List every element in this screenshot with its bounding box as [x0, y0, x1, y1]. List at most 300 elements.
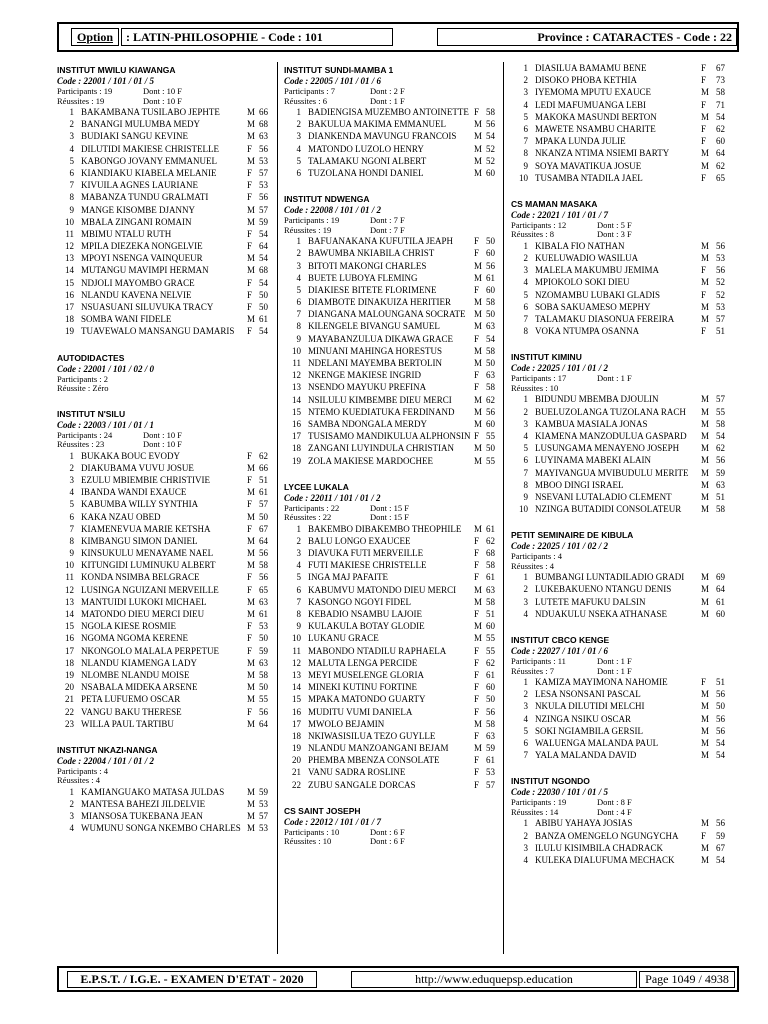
student-row: [57, 143, 271, 155]
student-score: 66: [259, 462, 268, 473]
student-row: [284, 632, 498, 644]
student-score: 55: [259, 694, 268, 705]
student-sex: F: [474, 694, 480, 705]
student-score: 51: [259, 474, 268, 485]
student-row: [57, 325, 271, 337]
student-row: [284, 620, 498, 632]
student-number: 1: [523, 394, 528, 405]
student-score: 59: [716, 467, 725, 478]
student-score: 54: [716, 430, 725, 441]
student-number: 16: [292, 418, 301, 429]
student-row: [284, 584, 498, 596]
student-sex: M: [474, 633, 483, 644]
student-number: 2: [69, 462, 74, 473]
student-number: 6: [523, 455, 528, 466]
student-score: 53: [259, 180, 268, 191]
student-number: 4: [296, 143, 301, 154]
student-number: 21: [65, 694, 74, 705]
results-column-2: [284, 62, 498, 861]
reussites-row: [284, 837, 498, 847]
student-score: 56: [486, 260, 495, 271]
student-row: [284, 608, 498, 620]
student-score: 58: [486, 560, 495, 571]
student-sex: M: [247, 682, 256, 693]
student-number: 7: [523, 136, 528, 147]
student-score: 52: [486, 155, 495, 166]
student-score: 53: [716, 301, 725, 312]
student-name: LEDI MAFUMUANGA LEBI: [535, 99, 646, 110]
student-row: [284, 430, 498, 442]
reussites-count: Réussites : 22: [284, 512, 332, 523]
student-sex: M: [247, 718, 256, 729]
exam-label: E.P.S.T. / I.G.E. - EXAMEN D'ETAT - 2020: [67, 971, 317, 988]
student-number: 3: [69, 811, 74, 822]
student-sex: F: [701, 326, 707, 337]
student-name: VOKA NTUMPA OSANNA: [535, 326, 640, 337]
student-number: 15: [292, 694, 301, 705]
student-number: 9: [69, 548, 74, 559]
student-score: 54: [486, 131, 495, 142]
student-row: [57, 264, 271, 276]
school-name: INSTITUT SUNDI-MAMBA 1: [284, 65, 394, 75]
student-row: [284, 394, 498, 406]
student-name: ZOLA MAKIESE MARDOCHEE: [308, 455, 433, 466]
student-number: 12: [292, 370, 301, 381]
student-number: 1: [296, 107, 301, 117]
student-name: WALUENGA MALANDA PAUL: [535, 737, 659, 748]
participants-female: Dont : 1 F: [597, 656, 632, 666]
student-name: NSENDO MAYUKU PREFINA: [308, 382, 427, 393]
student-row: [511, 147, 739, 159]
student-sex: F: [474, 284, 480, 295]
student-number: 21: [292, 767, 301, 778]
student-row: [284, 455, 498, 467]
student-name: DILUTIDI MAKIESE CHRISTELLE: [81, 143, 219, 154]
student-sex: M: [701, 418, 710, 429]
student-score: 56: [259, 192, 268, 203]
student-score: 54: [716, 737, 725, 748]
student-sex: F: [701, 63, 707, 73]
school-name: INSTITUT CBCO KENGE: [511, 635, 610, 645]
student-name: NLANDU KAVENA NELVIE: [81, 289, 192, 300]
student-number: 5: [69, 155, 74, 166]
student-sex: M: [247, 657, 256, 668]
student-row: [284, 155, 498, 167]
student-sex: F: [474, 560, 480, 571]
student-name: MAYABANZULUA DIKAWA GRACE: [308, 333, 453, 344]
student-row: [284, 766, 498, 778]
student-score: 53: [259, 799, 268, 810]
student-name: KINSUKULU MENAYAME NAEL: [81, 548, 214, 559]
participants-count: Participants : 12: [511, 219, 567, 230]
student-sex: M: [701, 750, 710, 761]
student-name: DIAMBOTE DINAKUIZA HERITIER: [308, 297, 451, 308]
reussites-row: [57, 97, 271, 107]
student-score: 66: [259, 107, 268, 117]
student-name: BITOTI MAKONGI CHARLES: [308, 260, 427, 271]
student-sex: F: [701, 136, 707, 147]
student-name: KIAMENEVUA MARIE KETSHA: [81, 523, 211, 534]
student-sex: M: [474, 167, 483, 178]
reussites-row: [57, 440, 271, 450]
student-score: 63: [259, 131, 268, 142]
student-row: [284, 357, 498, 369]
student-name: PETA LUFUEMO OSCAR: [81, 694, 181, 705]
student-row: [511, 123, 739, 135]
student-name: MAYIVANGUA MVIBUDULU MERITE: [535, 467, 689, 478]
student-number: 8: [69, 192, 74, 203]
student-sex: F: [247, 143, 253, 154]
reussites-row: [511, 230, 739, 240]
student-number: 1: [69, 107, 74, 117]
student-row: [511, 842, 739, 854]
student-score: 54: [486, 333, 495, 344]
student-name: KAMIZA MAYIMONA NAHOMIE: [535, 677, 668, 687]
student-row: [511, 99, 739, 111]
student-sex: M: [701, 572, 710, 583]
student-number: 7: [523, 750, 528, 761]
student-score: 62: [486, 657, 495, 668]
student-sex: F: [247, 241, 253, 252]
student-score: 62: [486, 535, 495, 546]
student-row: [284, 369, 498, 381]
student-sex: M: [247, 131, 256, 142]
student-score: 52: [716, 289, 725, 300]
school-name: INSTITUT NGONDO: [511, 776, 590, 787]
student-score: 55: [486, 645, 495, 656]
reussites-female: Dont : 4 F: [597, 806, 632, 817]
participants-female: Dont : 2 F: [370, 86, 405, 96]
student-score: 50: [486, 309, 495, 320]
student-sex: M: [247, 107, 256, 117]
student-number: 9: [296, 621, 301, 632]
student-number: 5: [523, 289, 528, 300]
student-sex: M: [701, 301, 710, 312]
student-sex: M: [247, 204, 256, 215]
student-name: LESA NSONSANI PASCAL: [535, 689, 641, 700]
student-number: 12: [65, 584, 74, 595]
student-number: 3: [523, 87, 528, 98]
student-sex: M: [701, 443, 710, 454]
student-number: 19: [292, 455, 301, 466]
student-sex: F: [247, 645, 253, 656]
student-score: 50: [259, 682, 268, 693]
school-name: INSTITUT NKAZI-NANGA: [57, 744, 158, 755]
student-score: 50: [259, 302, 268, 312]
student-score: 60: [486, 418, 495, 429]
student-score: 59: [259, 786, 268, 797]
student-sex: M: [247, 596, 256, 607]
student-number: 18: [292, 443, 301, 454]
student-row: [57, 810, 271, 822]
student-row: [284, 106, 498, 118]
student-score: 61: [259, 314, 268, 325]
student-score: 58: [486, 718, 495, 729]
student-row: [57, 252, 271, 264]
student-score: 63: [259, 596, 268, 607]
student-score: 54: [259, 253, 268, 264]
participants-female: Dont : 6 F: [370, 826, 405, 837]
student-row: [284, 235, 498, 247]
student-name: KEBADIO NSAMBU LAJOIE: [308, 609, 422, 619]
student-sex: M: [701, 87, 710, 98]
student-number: 12: [65, 241, 74, 252]
student-number: 3: [523, 701, 528, 712]
student-row: [284, 284, 498, 296]
student-sex: F: [701, 265, 707, 276]
student-name: NLANDU MANZOANGANI BEJAM: [308, 743, 449, 754]
student-score: 53: [259, 155, 268, 166]
student-name: MAWETE NSAMBU CHARITE: [535, 123, 656, 134]
student-sex: M: [701, 713, 710, 724]
student-row: [511, 454, 739, 466]
student-sex: F: [474, 107, 480, 117]
student-score: 51: [716, 491, 725, 502]
student-sex: F: [474, 767, 480, 778]
student-number: 19: [65, 669, 74, 680]
student-sex: M: [247, 786, 256, 797]
student-row: [284, 535, 498, 547]
student-sex: M: [474, 418, 483, 429]
student-row: [511, 111, 739, 123]
student-score: 56: [259, 143, 268, 154]
student-row: [57, 559, 271, 571]
student-name: BAKULUA MAKIMA EMMANUEL: [308, 119, 447, 130]
student-name: NKENGE MAKIESE INGRID: [308, 370, 421, 381]
student-score: 62: [259, 450, 268, 461]
student-sex: M: [701, 455, 710, 466]
student-number: 1: [296, 236, 301, 247]
option-subject: : LATIN-PHILOSOPHIE - Code : 101: [121, 28, 393, 46]
student-number: 1: [69, 786, 74, 797]
student-number: 2: [523, 689, 528, 700]
student-sex: F: [247, 192, 253, 203]
student-number: 5: [523, 443, 528, 454]
student-row: [284, 442, 498, 454]
student-row: [57, 798, 271, 810]
student-sex: M: [474, 155, 483, 166]
student-name: DIAKUBAMA VUVU JOSUE: [81, 462, 194, 473]
student-score: 68: [259, 119, 268, 130]
student-score: 58: [716, 504, 725, 515]
student-name: INGA MAJ PAFAITE: [308, 572, 389, 583]
student-number: 3: [523, 596, 528, 607]
student-number: 2: [523, 253, 528, 264]
student-name: BAFUANAKANA KUFUTILA JEAPH: [308, 236, 454, 247]
student-score: 53: [716, 253, 725, 264]
student-row: [57, 620, 271, 632]
student-name: KONDA NSIMBA BELGRACE: [81, 572, 200, 583]
participants-count: Participants : 2: [57, 373, 108, 384]
student-name: NLANDU KIAMENGA LADY: [81, 657, 197, 668]
student-score: 54: [259, 277, 268, 288]
participants-count: Participants : 4: [511, 551, 562, 562]
student-name: DIANGANA MALOUNGANA SOCRATE: [308, 309, 466, 320]
reussites-female: Dont : 1 F: [597, 665, 632, 676]
student-sex: M: [701, 406, 710, 417]
reussites-female: Dont : 7 F: [370, 224, 405, 235]
student-sex: F: [701, 123, 707, 134]
participants-count: Participants : 22: [284, 502, 340, 513]
student-row: [511, 313, 739, 325]
student-number: 19: [65, 326, 74, 337]
student-sex: F: [247, 228, 253, 239]
student-name: BIDUNDU MBEMBA DJOULIN: [535, 394, 659, 405]
student-sex: F: [474, 755, 480, 766]
student-number: 9: [296, 333, 301, 344]
student-number: 6: [296, 297, 301, 308]
student-name: KAMBUA MASIALA JONAS: [535, 418, 648, 429]
student-name: BANZA OMENGELO NGUNGYCHA: [535, 830, 679, 841]
student-sex: M: [474, 718, 483, 729]
student-score: 61: [486, 272, 495, 283]
student-row: [284, 718, 498, 730]
student-sex: F: [474, 370, 480, 381]
student-number: 5: [296, 572, 301, 583]
student-score: 53: [259, 823, 268, 834]
student-number: 14: [292, 682, 301, 693]
student-row: [57, 462, 271, 474]
reussites-count: Réussites : 19: [57, 95, 105, 106]
student-sex: F: [247, 572, 253, 583]
student-row: [57, 474, 271, 486]
student-row: [284, 596, 498, 608]
student-row: [284, 296, 498, 308]
student-score: 57: [716, 314, 725, 324]
student-score: 59: [486, 743, 495, 754]
student-name: SAMBA NDONGALA MERDY: [308, 418, 428, 429]
student-name: KIMBANGU SIMON DANIEL: [81, 535, 198, 546]
student-number: 10: [292, 345, 301, 356]
student-score: 64: [259, 718, 268, 729]
student-number: 4: [523, 854, 528, 865]
student-name: MATONDO LUZOLO HENRY: [308, 143, 424, 154]
school-code: Code : 22012 / 101 / 01 / 7: [284, 816, 381, 827]
student-name: PHEMBA MBENZA CONSOLATE: [308, 755, 440, 766]
student-score: 55: [486, 431, 495, 442]
student-row: [57, 118, 271, 130]
student-sex: M: [474, 406, 483, 417]
student-number: 22: [65, 706, 74, 717]
student-row: [284, 333, 498, 345]
student-row: [511, 135, 739, 147]
student-name: MEYI MUSELENGE GLORIA: [308, 669, 424, 680]
school-block: [511, 198, 739, 338]
student-score: 56: [486, 406, 495, 417]
student-name: NKIWASISILUA TEZO GUYLLE: [308, 730, 436, 741]
student-sex: F: [474, 236, 480, 247]
student-sex: F: [474, 548, 480, 559]
student-score: 54: [716, 750, 725, 761]
student-score: 57: [259, 204, 268, 215]
participants-female: Dont : 7 F: [370, 215, 405, 226]
student-number: 6: [69, 511, 74, 522]
student-sex: M: [701, 608, 710, 619]
school-block: [511, 529, 739, 620]
student-sex: M: [701, 504, 710, 515]
student-score: 51: [716, 326, 725, 337]
student-row: [511, 160, 739, 172]
student-score: 54: [716, 111, 725, 122]
student-name: MUDITU VUMI DANIELA: [308, 706, 413, 717]
student-name: KIVUILA AGNES LAURIANE: [81, 180, 198, 191]
student-number: 7: [523, 467, 528, 478]
student-row: [284, 247, 498, 259]
student-sex: M: [701, 479, 710, 490]
website-link[interactable]: http://www.eduquepsp.education: [351, 971, 637, 988]
student-row: [511, 442, 739, 454]
student-row: [284, 669, 498, 681]
reussites-female: Dont : 6 F: [370, 836, 405, 847]
student-sex: M: [701, 314, 710, 324]
student-number: 18: [292, 730, 301, 741]
student-row: [57, 191, 271, 203]
student-name: NDUAKULU NSEKA ATHANASE: [535, 608, 668, 619]
student-number: 18: [65, 657, 74, 668]
student-row: [57, 571, 271, 583]
student-sex: M: [701, 584, 710, 595]
student-name: MALELA MAKUMBU JEMIMA: [535, 265, 660, 276]
student-row: [57, 240, 271, 252]
student-row: [284, 272, 498, 284]
student-name: KILENGELE BIVANGU SAMUEL: [308, 321, 440, 332]
student-number: 13: [292, 669, 301, 680]
school-block: [284, 193, 498, 467]
student-row: [57, 645, 271, 657]
student-row: [511, 688, 739, 700]
student-number: 1: [523, 677, 528, 687]
student-name: MANGE KISOMBE DJANNY: [81, 204, 196, 215]
student-sex: F: [474, 535, 480, 546]
student-sex: F: [474, 706, 480, 717]
student-row: [511, 491, 739, 503]
student-sex: F: [474, 657, 480, 668]
student-name: LUSINGA NGUIZANI MERVEILLE: [81, 584, 219, 595]
student-number: 4: [523, 713, 528, 724]
student-name: MABANZA TUNDU GRALMATI: [81, 192, 209, 203]
student-name: LUYINAMA MABEKI ALAIN: [535, 455, 651, 466]
student-number: 10: [519, 504, 528, 515]
reussites-row: [57, 776, 271, 786]
student-row: [511, 608, 739, 620]
student-sex: M: [701, 854, 710, 865]
student-sex: M: [474, 358, 483, 368]
student-name: ZANGANI LUYINDULA CHRISTIAN: [308, 443, 454, 454]
student-score: 58: [486, 382, 495, 393]
school-name: INSTITUT MWILU KIAWANGA: [57, 65, 176, 75]
student-score: 68: [486, 548, 495, 559]
student-number: 16: [292, 706, 301, 717]
student-number: 9: [523, 491, 528, 502]
student-number: 11: [65, 228, 74, 239]
student-score: 63: [486, 730, 495, 741]
student-name: MPAKA LUNDA JULIE: [535, 136, 626, 147]
page-header: [57, 22, 739, 52]
student-row: [511, 479, 739, 491]
student-sex: F: [474, 730, 480, 741]
school-name: CS MAMAN MASAKA: [511, 198, 598, 209]
column-divider: [277, 62, 278, 954]
student-score: 56: [716, 240, 725, 251]
student-name: MANTESA BAHEZI JILDELVIE: [81, 799, 206, 810]
student-row: [284, 681, 498, 693]
student-score: 64: [259, 535, 268, 546]
student-score: 52: [716, 277, 725, 288]
student-name: MALUTA LENGA PERCIDE: [308, 657, 418, 668]
student-score: 54: [259, 228, 268, 239]
school-code: Code : 22001 / 101 / 01 / 5: [57, 76, 154, 86]
student-number: 5: [523, 725, 528, 736]
